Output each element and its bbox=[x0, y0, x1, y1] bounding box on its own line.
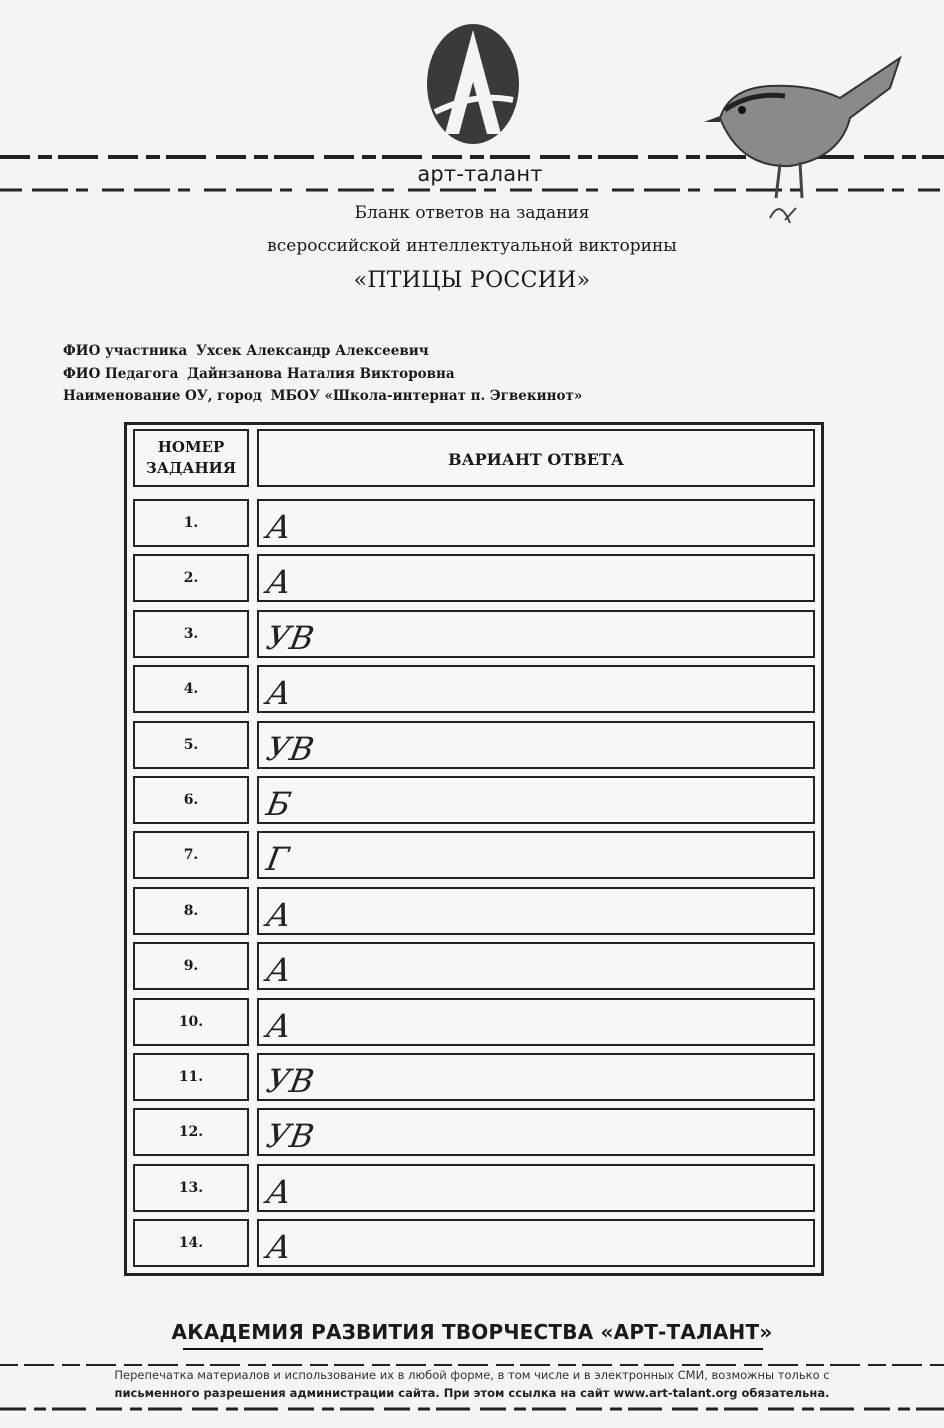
answer-cell bbox=[257, 776, 815, 824]
table-row bbox=[127, 831, 821, 879]
task-number-cell: 12. bbox=[133, 1108, 249, 1156]
handwritten-answer: УВ bbox=[263, 1117, 317, 1156]
handwritten-answer: А bbox=[263, 1172, 295, 1211]
column-header-number-line2: ЗАДАНИЯ bbox=[145, 459, 237, 477]
table-row bbox=[127, 942, 821, 990]
column-header-number bbox=[133, 429, 249, 487]
decorative-dash-line-bottom2 bbox=[0, 1402, 944, 1416]
answer-cell bbox=[257, 499, 815, 547]
handwritten-answer: УВ bbox=[263, 618, 317, 657]
brand-name: арт-талант bbox=[417, 162, 543, 186]
handwritten-answer: А bbox=[263, 1228, 295, 1267]
task-number-cell: 9. bbox=[133, 942, 249, 990]
teacher-name-label: ФИО Педагога bbox=[63, 366, 179, 382]
task-number-cell: 8. bbox=[133, 887, 249, 935]
task-number-cell: 10. bbox=[133, 998, 249, 1046]
task-number-cell: 7. bbox=[133, 831, 249, 879]
column-header-answer: ВАРИАНТ ОТВЕТА bbox=[257, 429, 815, 487]
answer-cell bbox=[257, 1219, 815, 1267]
handwritten-answer: А bbox=[263, 563, 295, 602]
quiz-title: «ПТИЦЫ РОССИИ» bbox=[353, 268, 591, 293]
academy-footer-title: АКАДЕМИЯ РАЗВИТИЯ ТВОРЧЕСТВА «АРТ-ТАЛАНТ» bbox=[171, 1320, 773, 1344]
answer-cell bbox=[257, 610, 815, 658]
table-row bbox=[127, 1108, 821, 1156]
table-row bbox=[127, 887, 821, 935]
task-number-cell: 11. bbox=[133, 1053, 249, 1101]
handwritten-answer: А bbox=[263, 508, 295, 546]
handwritten-answer: А bbox=[263, 951, 295, 990]
task-number-cell: 5. bbox=[133, 721, 249, 769]
participant-name-value: Ухсек Александр Алексеевич bbox=[195, 343, 429, 359]
table-row bbox=[127, 610, 821, 658]
table-row bbox=[127, 1219, 821, 1267]
answer-cell bbox=[257, 942, 815, 990]
task-number-cell: 14. bbox=[133, 1219, 249, 1267]
column-header-number-line1: НОМЕР bbox=[157, 438, 225, 456]
school-value: МБОУ «Школа-интернат п. Эгвекинот» bbox=[270, 388, 583, 404]
table-row bbox=[127, 554, 821, 602]
handwritten-answer: А bbox=[263, 1006, 295, 1045]
task-number-cell: 13. bbox=[133, 1164, 249, 1212]
answer-cell bbox=[257, 1164, 815, 1212]
form-title-line1: Бланк ответов на задания bbox=[354, 203, 590, 223]
answer-cell bbox=[257, 1053, 815, 1101]
task-number-cell: 3. bbox=[133, 610, 249, 658]
handwritten-answer: Б bbox=[263, 785, 294, 823]
answer-cell bbox=[257, 721, 815, 769]
task-number-cell: 4. bbox=[133, 665, 249, 713]
task-number-cell: 1. bbox=[133, 499, 249, 547]
table-row bbox=[127, 665, 821, 713]
copyright-note-line2: письменного разрешения администрации сайта. При этом ссылка на сайт www.art-talant.org обязательна. bbox=[114, 1386, 830, 1400]
handwritten-answer: А bbox=[263, 674, 295, 713]
answer-cell bbox=[257, 1108, 815, 1156]
table-row bbox=[127, 998, 821, 1046]
task-number-cell: 2. bbox=[133, 554, 249, 602]
table-header bbox=[127, 425, 821, 491]
table-row bbox=[127, 721, 821, 769]
answers-table bbox=[124, 422, 824, 1276]
answer-cell bbox=[257, 665, 815, 713]
handwritten-answer: УВ bbox=[263, 729, 317, 768]
participant-name-label: ФИО участника bbox=[63, 343, 188, 359]
handwritten-answer: Г bbox=[263, 840, 292, 879]
copyright-note-line1: Перепечатка материалов и использование их в любой форме, в том числе и в электронных СМИ, возможны только с bbox=[114, 1368, 830, 1382]
table-row bbox=[127, 1053, 821, 1101]
answer-cell bbox=[257, 554, 815, 602]
answer-cell bbox=[257, 831, 815, 879]
handwritten-answer: А bbox=[263, 895, 295, 934]
teacher-name-value: Дайнзанова Наталия Викторовна bbox=[187, 366, 455, 382]
school-line bbox=[63, 388, 582, 404]
table-row bbox=[127, 499, 821, 547]
participant-name-line bbox=[63, 343, 429, 359]
handwritten-answer: УВ bbox=[263, 1062, 317, 1100]
table-row bbox=[127, 1164, 821, 1212]
school-label: Наименование ОУ, город bbox=[63, 388, 262, 404]
answer-cell bbox=[257, 887, 815, 935]
art-talant-logo-icon bbox=[425, 22, 521, 148]
task-number-cell: 6. bbox=[133, 776, 249, 824]
answer-cell bbox=[257, 998, 815, 1046]
footer-underline bbox=[183, 1348, 763, 1350]
teacher-name-line bbox=[63, 366, 455, 382]
table-row bbox=[127, 776, 821, 824]
form-title-line2: всероссийской интеллектуальной викторины bbox=[267, 236, 677, 256]
